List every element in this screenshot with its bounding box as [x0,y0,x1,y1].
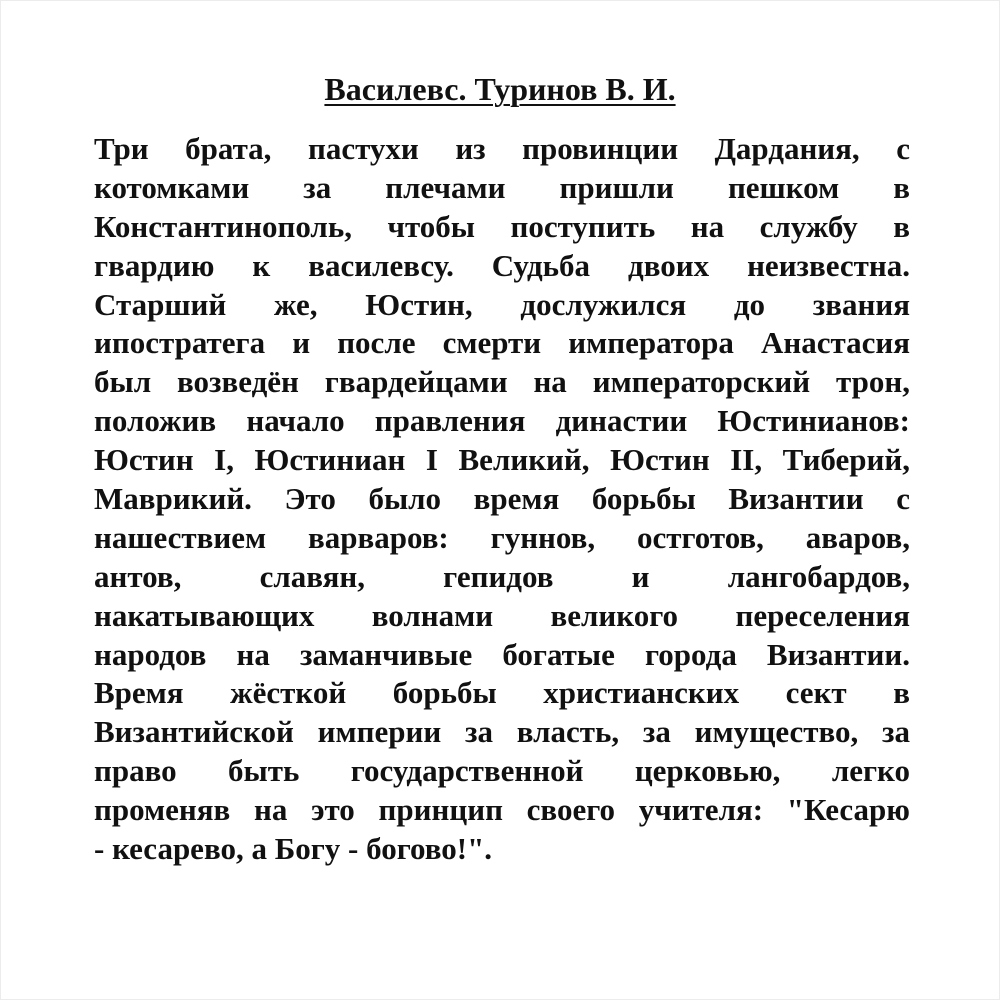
text-line: Три брата, пастухи из провинции Дардания, с [94,131,910,166]
text-line: был возведён гвардейцами на императорский трон, [94,364,910,400]
text-line: променяв на это принцип своего учителя: "Кесарю [94,792,910,828]
text-line: Время жёсткой борьбы христианских сект в [94,675,910,711]
text-line: нашествием варваров: гуннов, остготов, аваров, [94,519,910,555]
text-line: Византийской империи за власть, за имущество, за [94,714,910,750]
text-line: положив начало правления династии Юстинианов: [94,403,910,439]
text-line: Константинополь, чтобы поступить на службу в [94,208,910,244]
text-line: антов, славян, гепидов и лангобардов, [94,558,910,594]
text-line: Юстин I, Юстиниан I Великий, Юстин II, Тиберий, [94,442,910,478]
text-line: Старший же, Юстин, дослужился до звания [94,286,910,322]
text-line: право быть государственной церковью, легко [94,753,910,789]
text-line: народов на заманчивые богатые города Византии. [94,636,910,672]
document-title: Василевс. Туринов В. И. [324,71,676,107]
text-line: ипостратега и после смерти императора Анастасия [94,325,910,361]
text-line: гвардию к василевсу. Судьба двоих неизвестна. [94,247,910,283]
text-line: котомками за плечами пришли пешком в [94,169,910,205]
text-line: Маврикий. Это было время борьбы Византии с [94,481,910,517]
text-line: - кесарево, а Богу - богово!". [94,831,493,867]
document-body [94,130,910,869]
text-line: накатывающих волнами великого переселения [94,597,910,633]
